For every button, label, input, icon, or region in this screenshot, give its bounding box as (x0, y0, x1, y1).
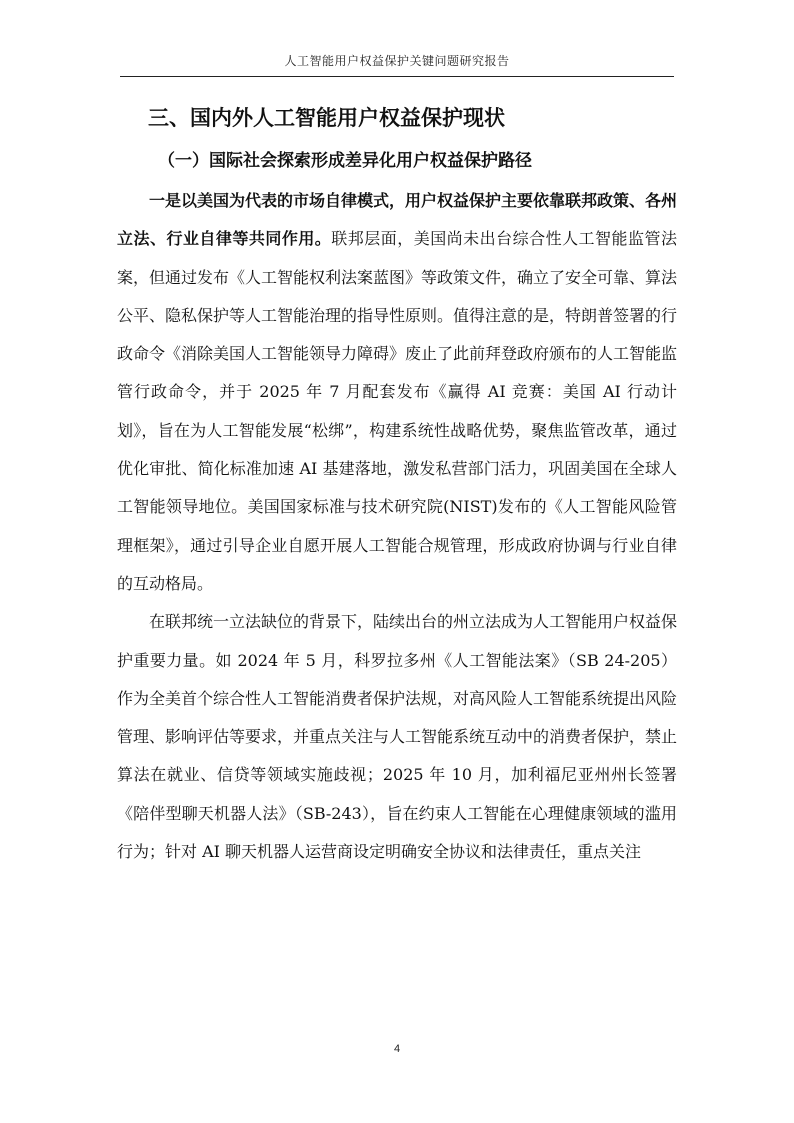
paragraph-text: 联邦层面，美国尚未出台综合性人工智能监管法案，但通过发布《人工智能权利法案蓝图》等政策文件，确立了安全可靠、算法公平、隐私保护等人工智能治理的指导性原则。值得注意的是，特朗普签署的行政命令《消除美国人工智能领导力障碍》废止了此前拜登政府颁布的人工智能监管行政命令，并于 2025 年 7 月配套发布《赢得 AI 竞赛：美国 AI 行动计划》，旨在为人工智能发展“松绑”，构建系统性战略优势，聚焦监管改革，通过优化审批、简化标准加速 AI 基建落地，激发私营部门活力，巩固美国在全球人工智能领导地位。美国国家标准与技术研究院(NIST)发布的《人工智能风险管理框架》，通过引导企业自愿开展人工智能合规管理，形成政府协调与行业自律的互动格局。 (117, 229, 678, 593)
body-text (117, 182, 677, 871)
running-header (120, 52, 674, 77)
paragraph-lead-sentence: 一是以美国为代表的市场自律模式，用户权益保护主要依靠联邦政策、各州立法、行业自律等共同作用。 (117, 191, 678, 249)
section-heading: 三、国内外人工智能用户权益保护现状 (148, 106, 505, 130)
section-subheading: （一）国际社会探索形成差异化用户权益保护路径 (158, 151, 532, 171)
paragraph-state-legislation (117, 603, 677, 871)
page-number: 4 (393, 1043, 401, 1055)
running-header-title: 人工智能用户权益保护关键问题研究报告 (284, 54, 510, 68)
paragraph-text: 在联邦统一立法缺位的背景下，陆续出台的州立法成为人工智能用户权益保护重要力量。如 2024 年 5 月，科罗拉多州《人工智能法案》（SB 24-205）作为全美首个综合性人工智能消费者保护法规，对高风险人工智能系统提出风险管理、影响评估等要求，并重点关注与人工智能系统互动中的消费者保护，禁止算法在就业、信贷等领域实施歧视；2025 年 10 月，加利福尼亚州州长签署《陪伴型聊天机器人法》（SB-243），旨在约束人工智能在心理健康领域的滥用行为；针对 AI 聊天机器人运营商设定明确安全协议和法律责任，重点关注 (117, 612, 678, 862)
paragraph-market-self-regulation (117, 182, 677, 603)
